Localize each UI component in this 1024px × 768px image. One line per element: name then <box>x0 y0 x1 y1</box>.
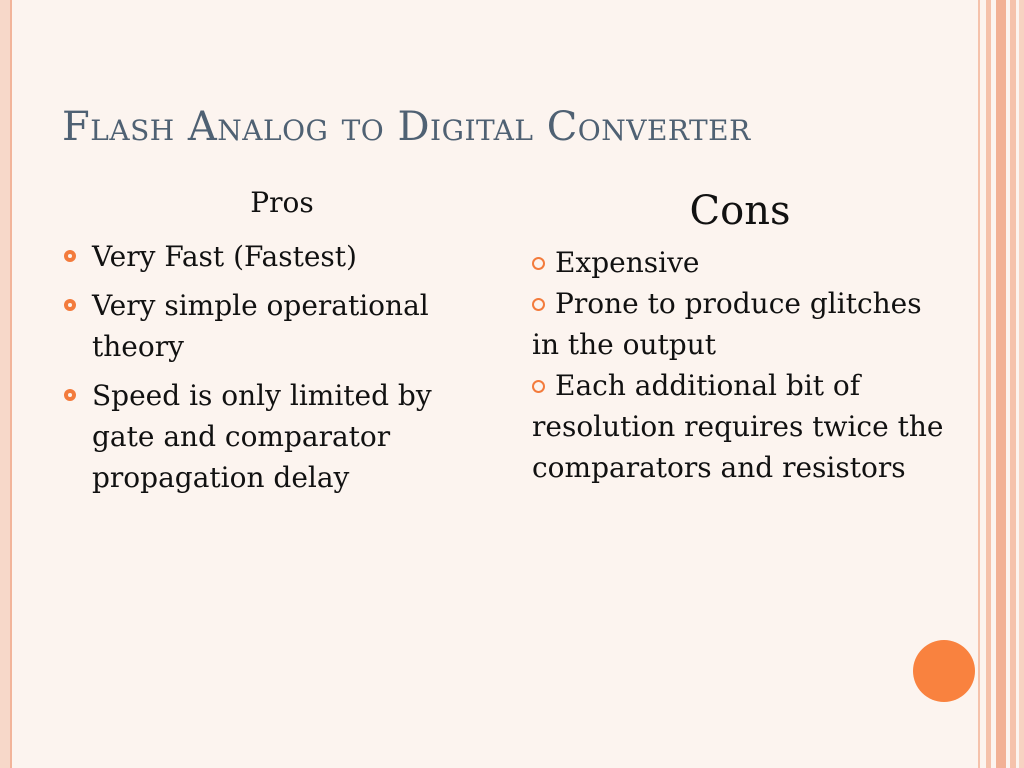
cons-item <box>532 283 952 365</box>
pros-item <box>62 285 482 367</box>
cons-list <box>532 242 952 488</box>
right-stripe <box>1010 0 1016 768</box>
cons-item <box>532 242 952 283</box>
cons-item <box>532 365 952 488</box>
pros-item-text: Speed is only limited by gate and comparator propagation delay <box>92 379 432 494</box>
pros-item-text: Very Fast (Fastest) <box>92 240 357 273</box>
pros-heading: Pros <box>250 186 314 219</box>
pros-list <box>62 236 482 506</box>
circle-bullet-icon <box>532 257 545 270</box>
cons-item-text: Each additional bit of resolution requires twice the comparators and resistors <box>532 369 944 484</box>
right-stripe <box>986 0 991 768</box>
cons-item-text: Prone to produce glitches in the output <box>532 287 922 361</box>
circle-bullet-icon <box>532 298 545 311</box>
right-stripe <box>978 0 980 768</box>
left-border-bar <box>0 0 10 768</box>
bullet-dot-icon <box>64 250 76 262</box>
right-stripe <box>996 0 1006 768</box>
cons-item-text: Expensive <box>555 246 700 279</box>
right-stripe <box>1019 0 1024 768</box>
bullet-dot-icon <box>64 389 76 401</box>
circle-bullet-icon <box>532 380 545 393</box>
pros-item-text: Very simple operational theory <box>92 289 429 363</box>
pros-item <box>62 375 482 498</box>
left-border-line <box>10 0 12 768</box>
cons-heading: Cons <box>689 188 791 234</box>
slide-title: Flash Analog to Digital Converter <box>62 104 751 150</box>
pros-item <box>62 236 482 277</box>
decorative-orange-circle <box>913 640 975 702</box>
bullet-dot-icon <box>64 299 76 311</box>
